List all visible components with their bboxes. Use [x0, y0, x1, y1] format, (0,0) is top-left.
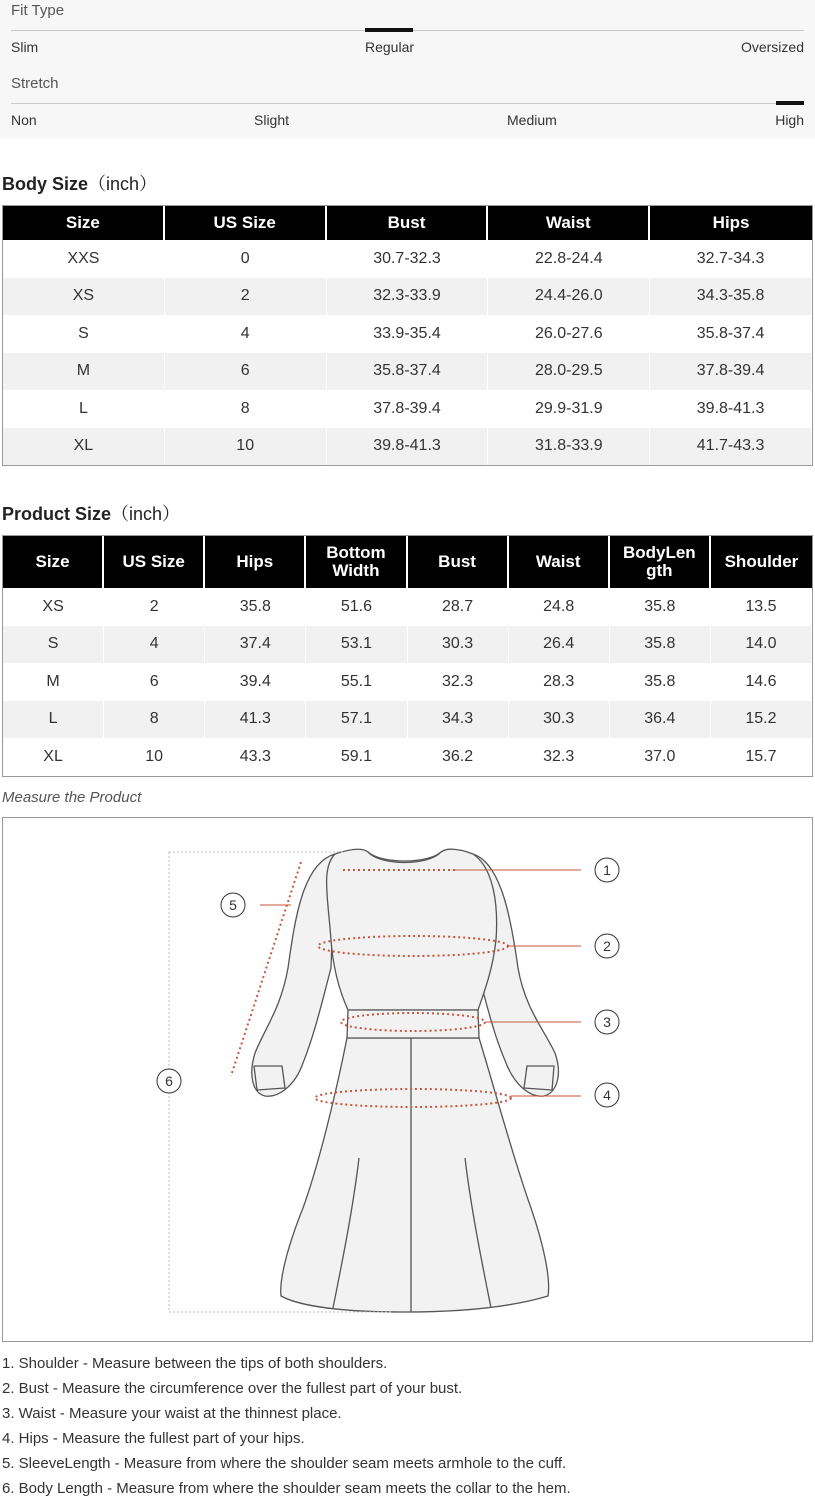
- table-cell: 35.8: [610, 663, 711, 701]
- table-cell: L: [3, 701, 104, 739]
- table-cell: 28.3: [509, 663, 610, 701]
- measure-caption: Measure the Product: [2, 789, 142, 806]
- table-cell: 37.8-39.4: [327, 390, 489, 428]
- measurement-instructions: [2, 1354, 571, 1504]
- table-row: [3, 278, 812, 316]
- right-cuff: [524, 1066, 554, 1090]
- table-cell: 34.3-35.8: [650, 278, 812, 316]
- instruction-item: 2. Bust - Measure the circumference over the fullest part of your bust.: [2, 1380, 463, 1397]
- table-cell: 30.3: [509, 701, 610, 739]
- table-cell: 10: [165, 428, 327, 466]
- dress-illustration: [3, 818, 812, 1341]
- instruction-item: 6. Body Length - Measure from where the shoulder seam meets the collar to the hem.: [2, 1480, 571, 1497]
- table-cell: 32.3: [408, 663, 509, 701]
- stretch-marker: [776, 101, 804, 105]
- column-header: US Size: [104, 536, 205, 588]
- table-header-row: [3, 536, 812, 588]
- body-size-title: [2, 170, 157, 196]
- table-row: [3, 626, 812, 664]
- table-cell: 0: [165, 240, 327, 278]
- table-cell: 26.4: [509, 626, 610, 664]
- table-header-row: [3, 206, 812, 240]
- table-cell: 10: [104, 738, 205, 776]
- fit-label-oversized: Oversized: [740, 39, 804, 55]
- table-cell: M: [3, 663, 104, 701]
- table-cell: L: [3, 390, 165, 428]
- table-row: [3, 390, 812, 428]
- table-cell: 32.3: [509, 738, 610, 776]
- table-cell: 53.1: [306, 626, 407, 664]
- table-cell: XXS: [3, 240, 165, 278]
- fit-type-title: Fit Type: [11, 2, 65, 19]
- stretch-label-high: High: [775, 112, 804, 128]
- column-header: Bust: [327, 206, 489, 240]
- table-cell: 41.7-43.3: [650, 428, 812, 466]
- table-cell: XS: [3, 588, 104, 626]
- callout-label-1: 1: [603, 862, 611, 878]
- column-header: Size: [3, 536, 104, 588]
- column-header: Bust: [408, 536, 509, 588]
- table-cell: 35.8-37.4: [327, 353, 489, 391]
- column-header: Bottom Width: [306, 536, 407, 588]
- table-row: [3, 428, 812, 466]
- table-cell: 24.8: [509, 588, 610, 626]
- table-cell: 37.8-39.4: [650, 353, 812, 391]
- table-cell: 8: [104, 701, 205, 739]
- table-cell: 14.0: [711, 626, 812, 664]
- table-cell: 28.0-29.5: [488, 353, 650, 391]
- table-cell: 32.7-34.3: [650, 240, 812, 278]
- body-size-table: [2, 205, 813, 466]
- table-cell: 15.2: [711, 701, 812, 739]
- column-header: Hips: [205, 536, 306, 588]
- table-row: [3, 315, 812, 353]
- table-cell: 39.4: [205, 663, 306, 701]
- callout-label-3: 3: [603, 1014, 611, 1030]
- table-cell: 24.4-26.0: [488, 278, 650, 316]
- table-cell: XS: [3, 278, 165, 316]
- product-size-table: [2, 535, 813, 777]
- body-size-title-text: Body Size: [2, 174, 89, 194]
- table-cell: M: [3, 353, 165, 391]
- table-cell: 57.1: [306, 701, 407, 739]
- table-cell: 35.8: [610, 626, 711, 664]
- stretch-label-medium: Medium: [507, 112, 557, 128]
- table-cell: 30.7-32.3: [327, 240, 489, 278]
- fit-type-marker: [365, 28, 413, 32]
- left-cuff: [254, 1066, 285, 1090]
- table-cell: 30.3: [408, 626, 509, 664]
- table-cell: 39.8-41.3: [327, 428, 489, 466]
- stretch-label-slight: Slight: [254, 112, 290, 128]
- table-cell: 35.8: [205, 588, 306, 626]
- column-header: Size: [3, 206, 165, 240]
- table-cell: XL: [3, 428, 165, 466]
- table-row: [3, 353, 812, 391]
- table-row: [3, 663, 812, 701]
- column-header: Waist: [509, 536, 610, 588]
- table-cell: 35.8-37.4: [650, 315, 812, 353]
- table-cell: S: [3, 626, 104, 664]
- table-cell: 51.6: [306, 588, 407, 626]
- fit-label-regular: Regular: [365, 39, 415, 55]
- table-cell: 2: [165, 278, 327, 316]
- table-cell: 8: [165, 390, 327, 428]
- bodice: [327, 849, 497, 1010]
- table-cell: 6: [165, 353, 327, 391]
- table-cell: 37.0: [610, 738, 711, 776]
- table-cell: 55.1: [306, 663, 407, 701]
- callout-label-4: 4: [603, 1087, 611, 1103]
- table-cell: 31.8-33.9: [488, 428, 650, 466]
- table-cell: 43.3: [205, 738, 306, 776]
- fit-stretch-panel: [0, 0, 815, 138]
- instruction-item: 1. Shoulder - Measure between the tips of both shoulders.: [2, 1355, 388, 1372]
- table-cell: 4: [165, 315, 327, 353]
- table-cell: 36.2: [408, 738, 509, 776]
- instruction-item: 3. Waist - Measure your waist at the thinnest place.: [2, 1405, 342, 1422]
- table-row: [3, 588, 812, 626]
- table-cell: 29.9-31.9: [488, 390, 650, 428]
- table-cell: 28.7: [408, 588, 509, 626]
- product-size-title-text: Product Size: [2, 504, 112, 524]
- instruction-item: 4. Hips - Measure the fullest part of your hips.: [2, 1430, 305, 1447]
- table-cell: 26.0-27.6: [488, 315, 650, 353]
- table-cell: 35.8: [610, 588, 711, 626]
- table-cell: 59.1: [306, 738, 407, 776]
- table-cell: 4: [104, 626, 205, 664]
- fit-label-slim: Slim: [11, 39, 39, 55]
- skirt: [281, 1038, 549, 1312]
- table-cell: 14.6: [711, 663, 812, 701]
- table-cell: 15.7: [711, 738, 812, 776]
- table-cell: XL: [3, 738, 104, 776]
- body-size-unit: （inch）: [88, 174, 158, 194]
- table-cell: 33.9-35.4: [327, 315, 489, 353]
- stretch-title: Stretch: [11, 75, 59, 92]
- table-cell: 22.8-24.4: [488, 240, 650, 278]
- callout-label-6: 6: [165, 1073, 173, 1089]
- instruction-item: 5. SleeveLength - Measure from where the shoulder seam meets armhole to the cuff.: [2, 1455, 567, 1472]
- table-cell: 13.5: [711, 588, 812, 626]
- stretch-scale: [11, 103, 804, 104]
- left-sleeve: [252, 854, 335, 1096]
- table-cell: S: [3, 315, 165, 353]
- product-size-title: [2, 500, 180, 526]
- table-row: [3, 738, 812, 776]
- table-cell: 37.4: [205, 626, 306, 664]
- table-cell: 2: [104, 588, 205, 626]
- callout-label-5: 5: [229, 897, 237, 913]
- table-cell: 36.4: [610, 701, 711, 739]
- table-row: [3, 240, 812, 278]
- table-cell: 6: [104, 663, 205, 701]
- column-header: BodyLen gth: [610, 536, 711, 588]
- table-cell: 39.8-41.3: [650, 390, 812, 428]
- product-size-unit: （inch）: [111, 504, 181, 524]
- column-header: Hips: [650, 206, 812, 240]
- table-cell: 34.3: [408, 701, 509, 739]
- column-header: Shoulder: [711, 536, 812, 588]
- column-header: US Size: [165, 206, 327, 240]
- table-row: [3, 701, 812, 739]
- column-header: Waist: [488, 206, 650, 240]
- stretch-label-non: Non: [11, 112, 37, 128]
- measurement-diagram: [2, 817, 813, 1342]
- callout-label-2: 2: [603, 938, 611, 954]
- table-cell: 41.3: [205, 701, 306, 739]
- table-cell: 32.3-33.9: [327, 278, 489, 316]
